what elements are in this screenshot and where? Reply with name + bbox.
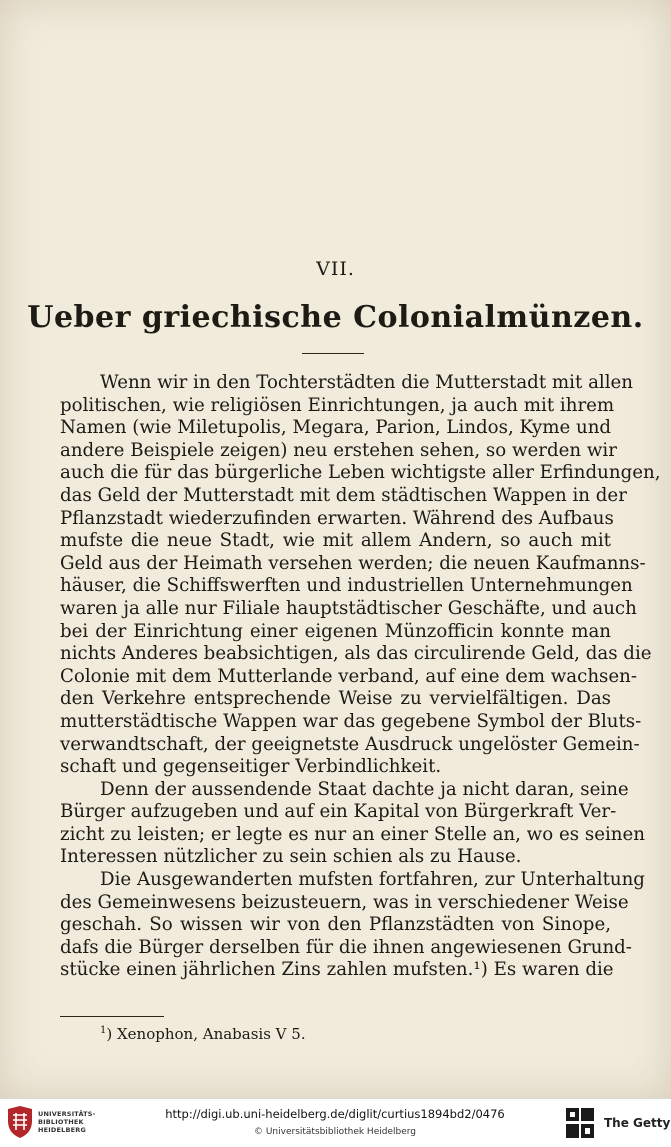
viewer-footer — [0, 1098, 671, 1147]
getty-logo-icon — [565, 1107, 595, 1139]
text-line: auch die für das bürgerliche Leben wichtigste aller Erfindungen, — [60, 462, 661, 484]
text-line: stücke einen jährlichen Zins zahlen mufsten.¹) Es waren die — [60, 959, 614, 981]
footnote-divider — [60, 1016, 164, 1017]
text-line: des Gemeinwesens beizusteuern, was in verschiedener Weise — [60, 891, 629, 913]
title-divider — [302, 353, 364, 354]
text-line: Bürger aufzugeben und auf ein Kapital von Bürgerkraft Ver- — [60, 801, 617, 823]
text-line: Interessen nützlicher zu sein schien als zu Hause. — [60, 846, 522, 868]
text-line: verwandtschaft, der geeignetste Ausdruck ungelöster Gemein- — [60, 733, 640, 755]
permalink-url[interactable]: http://digi.ub.uni-heidelberg.de/diglit/curtius1894bd2/0476 — [165, 1107, 505, 1121]
footnote-marker: 1 — [100, 1025, 107, 1036]
copyright-notice: © Universitätsbibliothek Heidelberg — [253, 1127, 416, 1137]
text-line: Colonie mit dem Mutterlande verband, auf eine dem wachsen- — [60, 665, 638, 687]
text-line: nichts Anderes beabsichtigen, als das circulirende Geld, das die — [60, 643, 652, 665]
footnote-text: ) Xenophon, Anabasis V 5. — [106, 1025, 306, 1043]
text-line: schaft und gegenseitiger Verbindlichkeit. — [60, 756, 442, 778]
library-name: UNIVERSITÄTS- BIBLIOTHEK HEIDELBERG — [38, 1110, 96, 1134]
university-library-logo-icon — [6, 1105, 34, 1139]
body-text — [60, 372, 661, 982]
chapter-title: Ueber griechische Colonialmünzen. — [27, 300, 644, 335]
text-line: den Verkehre entsprechende Weise zu vervielfältigen. Das — [60, 688, 611, 710]
text-line: dafs die Bürger derselben für die ihnen angewiesenen Grund- — [60, 936, 632, 958]
text-line: mufste die neue Stadt, wie mit allem Andern, so auch mit — [60, 530, 611, 552]
text-line: andere Beispiele zeigen) neu erstehen sehen, so werden wir — [60, 439, 617, 461]
text-line: waren ja alle nur Filiale hauptstädtischer Geschäfte, und auch — [60, 597, 637, 619]
text-line: Geld aus der Heimath versehen werden; die neuen Kaufmanns- — [60, 552, 646, 574]
text-line: häuser, die Schiffswerften und industriellen Unternehmungen — [60, 575, 633, 597]
footnote — [100, 1021, 306, 1044]
text-line: mutterstädtische Wappen war das gegebene Symbol der Bluts- — [60, 710, 642, 732]
text-line: geschah. So wissen wir von den Pflanzstädten von Sinope, — [60, 914, 611, 936]
getty-name: The Getty — [604, 1116, 671, 1130]
text-line: Pflanzstadt wiederzufinden erwarten. Während des Aufbaus — [60, 507, 614, 529]
text-line: das Geld der Mutterstadt mit dem städtischen Wappen in der — [60, 484, 627, 506]
text-line: bei der Einrichtung einer eigenen Münzofficin konnte man — [60, 620, 611, 642]
chapter-number: VII. — [316, 258, 355, 280]
text-line: Namen (wie Miletupolis, Megara, Parion, Lindos, Kyme und — [60, 417, 612, 439]
text-line: Wenn wir in den Tochterstädten die Mutterstadt mit allen — [100, 372, 634, 393]
text-line: politischen, wie religiösen Einrichtungen, ja auch mit ihrem — [60, 394, 615, 416]
text-line: Die Ausgewanderten mufsten fortfahren, zur Unterhaltung — [100, 869, 645, 891]
text-line: Denn der aussendende Staat dachte ja nicht daran, seine — [100, 778, 629, 800]
text-line: zicht zu leisten; er legte es nur an einer Stelle an, wo es seinen — [60, 823, 645, 845]
